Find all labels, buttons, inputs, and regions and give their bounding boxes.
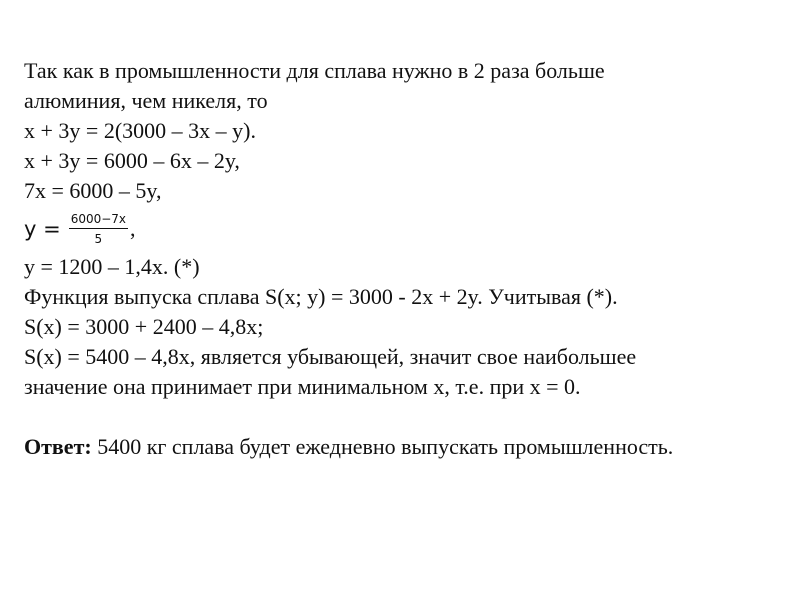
spacer (24, 402, 784, 432)
equation-4: y = 1200 – 1,4x. (*) (24, 254, 200, 279)
text-line-function: Функция выпуска сплава S(x; y) = 3000 - 2x + 2y. Учитывая (*). (24, 284, 618, 309)
text-line-1: Так как в промышленности для сплава нужно в 2 раза больше (24, 58, 605, 83)
answer-text: 5400 кг сплава будет ежедневно выпускать промышленность. (91, 434, 674, 459)
fraction-numerator: 6000−7x (69, 211, 128, 229)
equation-2: x + 3y = 6000 – 6x – 2y, (24, 148, 240, 173)
equation-5: S(x) = 3000 + 2400 – 4,8x; (24, 314, 264, 339)
equation-1: x + 3y = 2(3000 – 3x – y). (24, 118, 256, 143)
answer-line (24, 432, 784, 462)
fraction-denominator: 5 (94, 232, 103, 246)
fraction-lhs: y = (24, 217, 61, 241)
fraction-tail: , (130, 216, 136, 241)
answer-label: Ответ: (24, 434, 92, 459)
text-line-maximum: значение она принимает при минимальном x, т.е. при x = 0. (24, 374, 581, 399)
fraction-equation (24, 206, 784, 252)
text-line-decreasing: S(x) = 5400 – 4,8x, является убывающей, значит свое наибольшее (24, 344, 637, 369)
text-line-2: алюминия, чем никеля, то (24, 88, 268, 113)
equation-3: 7x = 6000 – 5y, (24, 178, 162, 203)
solution-text (24, 56, 784, 462)
fraction (69, 211, 128, 247)
